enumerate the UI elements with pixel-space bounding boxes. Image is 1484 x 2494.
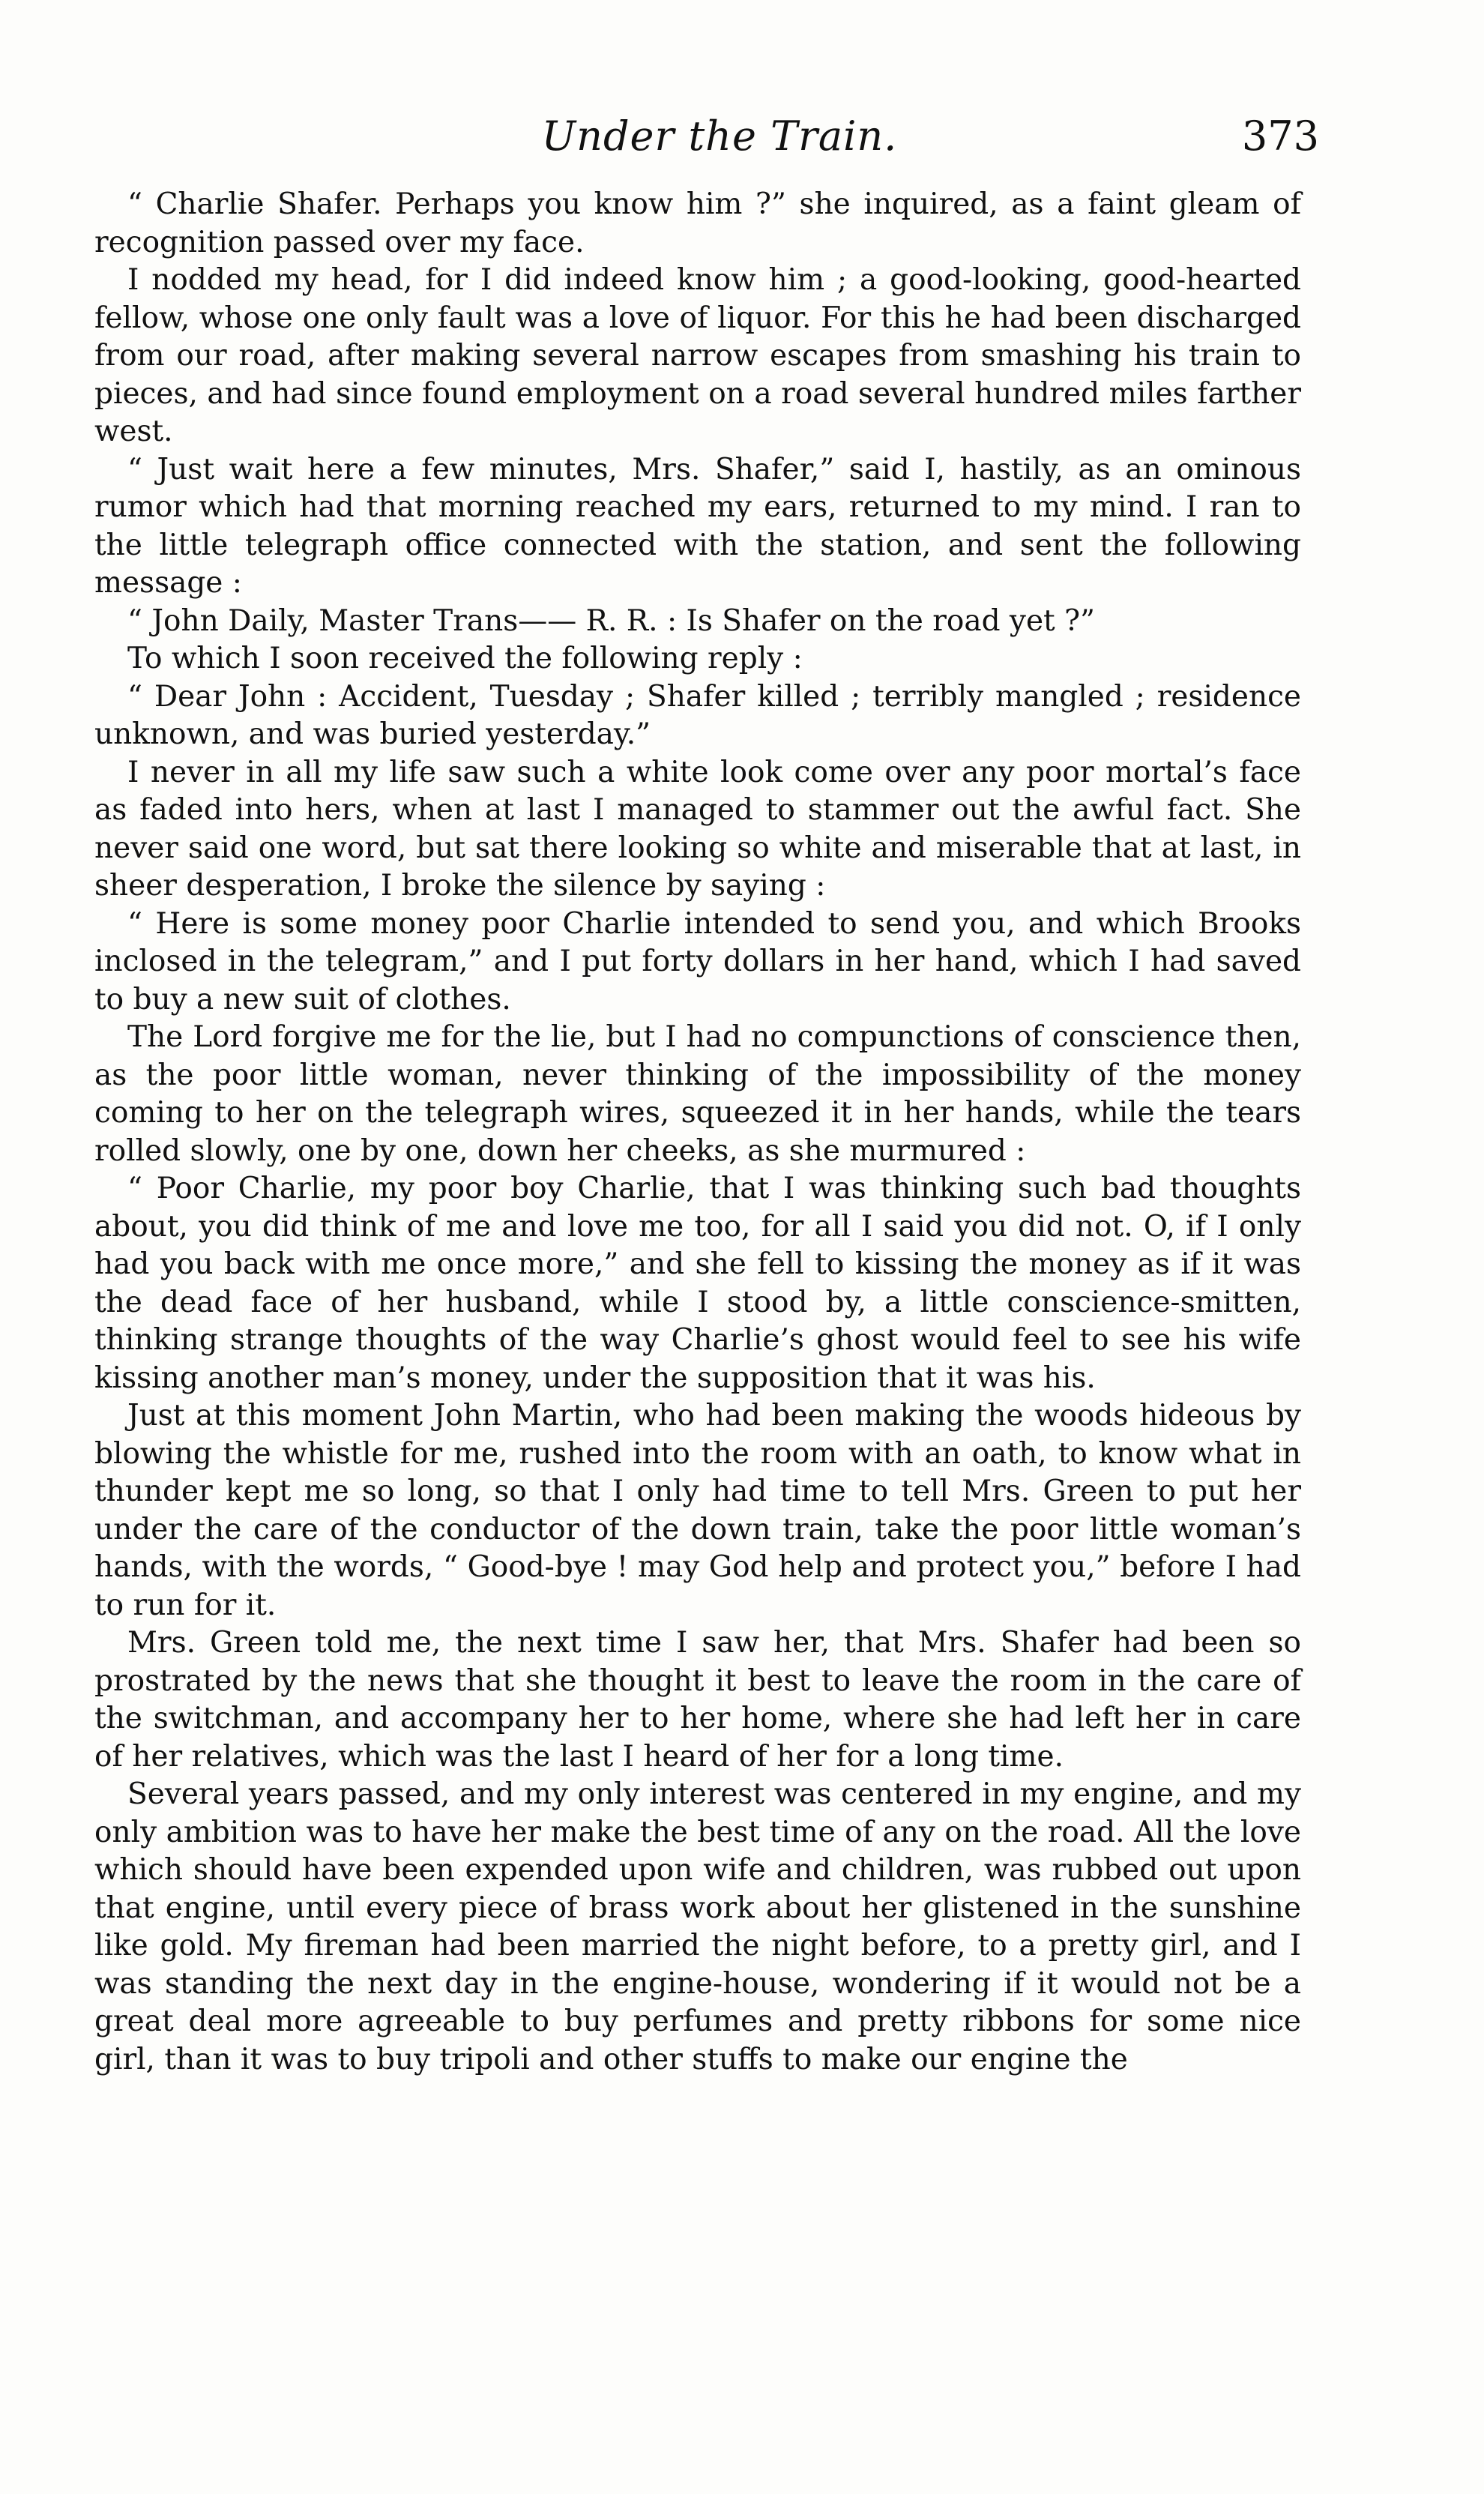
running-head [120, 112, 1319, 165]
paragraph: “ Here is some money poor Charlie intended to send you, and which Brooks inclosed in the telegram,” and I put forty dollars in her hand, which I had saved to buy a new suit of clothes. [94, 906, 1301, 1016]
paragraph: Several years passed, and my only interest was centered in my engine, and my only ambition was to have her make the best time of any on the road. All the love which should have been expended upon wife and children, was rubbed out upon that engine, until every piece of brass work about her glistened in the sunshine like gold. My fireman had been married the night before, to a pretty girl, and I was standing the next day in the engine-house, wondering if it would not be a great deal more agreeable to buy perfumes and pretty ribbons for some nice girl, than it was to buy tripoli and other stuffs to make our engine the [94, 1777, 1301, 2076]
paragraph: “ Just wait here a few minutes, Mrs. Shafer,” said I, hastily, as an ominous rumor which had that morning reached my ears, returned to my mind. I ran to the little telegraph office connected with the station, and sent the following message : [94, 452, 1301, 600]
paragraph: The Lord forgive me for the lie, but I had no compunctions of conscience then, as the poor little woman, never thinking of the impossibility of the money coming to her on the telegraph wires, squeezed it in her hands, while the tears rolled slowly, one by one, down her cheeks, as she murmured : [94, 1020, 1301, 1168]
paragraph: “ Dear John : Accident, Tuesday ; Shafer killed ; terribly mangled ; residence unknown, and was buried yesterday.” [94, 679, 1301, 751]
paragraph: I nodded my head, for I did indeed know him ; a good-looking, good-hearted fellow, whose one only fault was a love of liquor. For this he had been discharged from our road, after making several narrow escapes from smashing his train to pieces, and had since found employment on a road several hundred miles farther west. [94, 263, 1301, 448]
page-number: 373 [1241, 112, 1319, 160]
body-text [94, 186, 1301, 2079]
paragraph: To which I soon received the following reply : [127, 642, 803, 675]
paragraph: Mrs. Green told me, the next time I saw her, that Mrs. Shafer had been so prostrated by the news that she thought it best to leave the room in the care of the switchman, and accompany her to her home, where she had left her in care of her relatives, which was the last I heard of her for a long time. [94, 1626, 1301, 1774]
paragraph: “ John Daily, Master Trans—— R. R. : Is Shafer on the road yet ?” [127, 603, 1095, 638]
paragraph: “ Poor Charlie, my poor boy Charlie, that I was thinking such bad thoughts about, you did think of me and love me too, for all I said you did not. O, if I only had you back with me once more,” and she fell to kissing the money as if it was the dead face of her husband, while I stood by, a little conscience-smitten, thinking strange thoughts of the way Charlie’s ghost would feel to see his wife kissing another man’s money, under the supposition that it was his. [94, 1172, 1301, 1395]
paragraph: Just at this moment John Martin, who had been making the woods hideous by blowing the whistle for me, rushed into the room with an oath, to know what in thunder kept me so long, so that I only had time to tell Mrs. Green to put her under the care of the conductor of the down train, take the poor little woman’s hands, with the words, “ Good-bye ! may God help and protect you,” before I had to run for it. [94, 1399, 1301, 1622]
paragraph: “ Charlie Shafer. Perhaps you know him ?” she inquired, as a faint gleam of recognition passed over my face. [94, 187, 1301, 259]
running-title: Under the Train. [541, 112, 898, 160]
paragraph: I never in all my life saw such a white look come over any poor mortal’s face as faded into hers, when at last I managed to stammer out the awful fact. She never said one word, but sat there looking so white and miserable that at last, in sheer desperation, I broke the silence by saying : [94, 755, 1301, 903]
